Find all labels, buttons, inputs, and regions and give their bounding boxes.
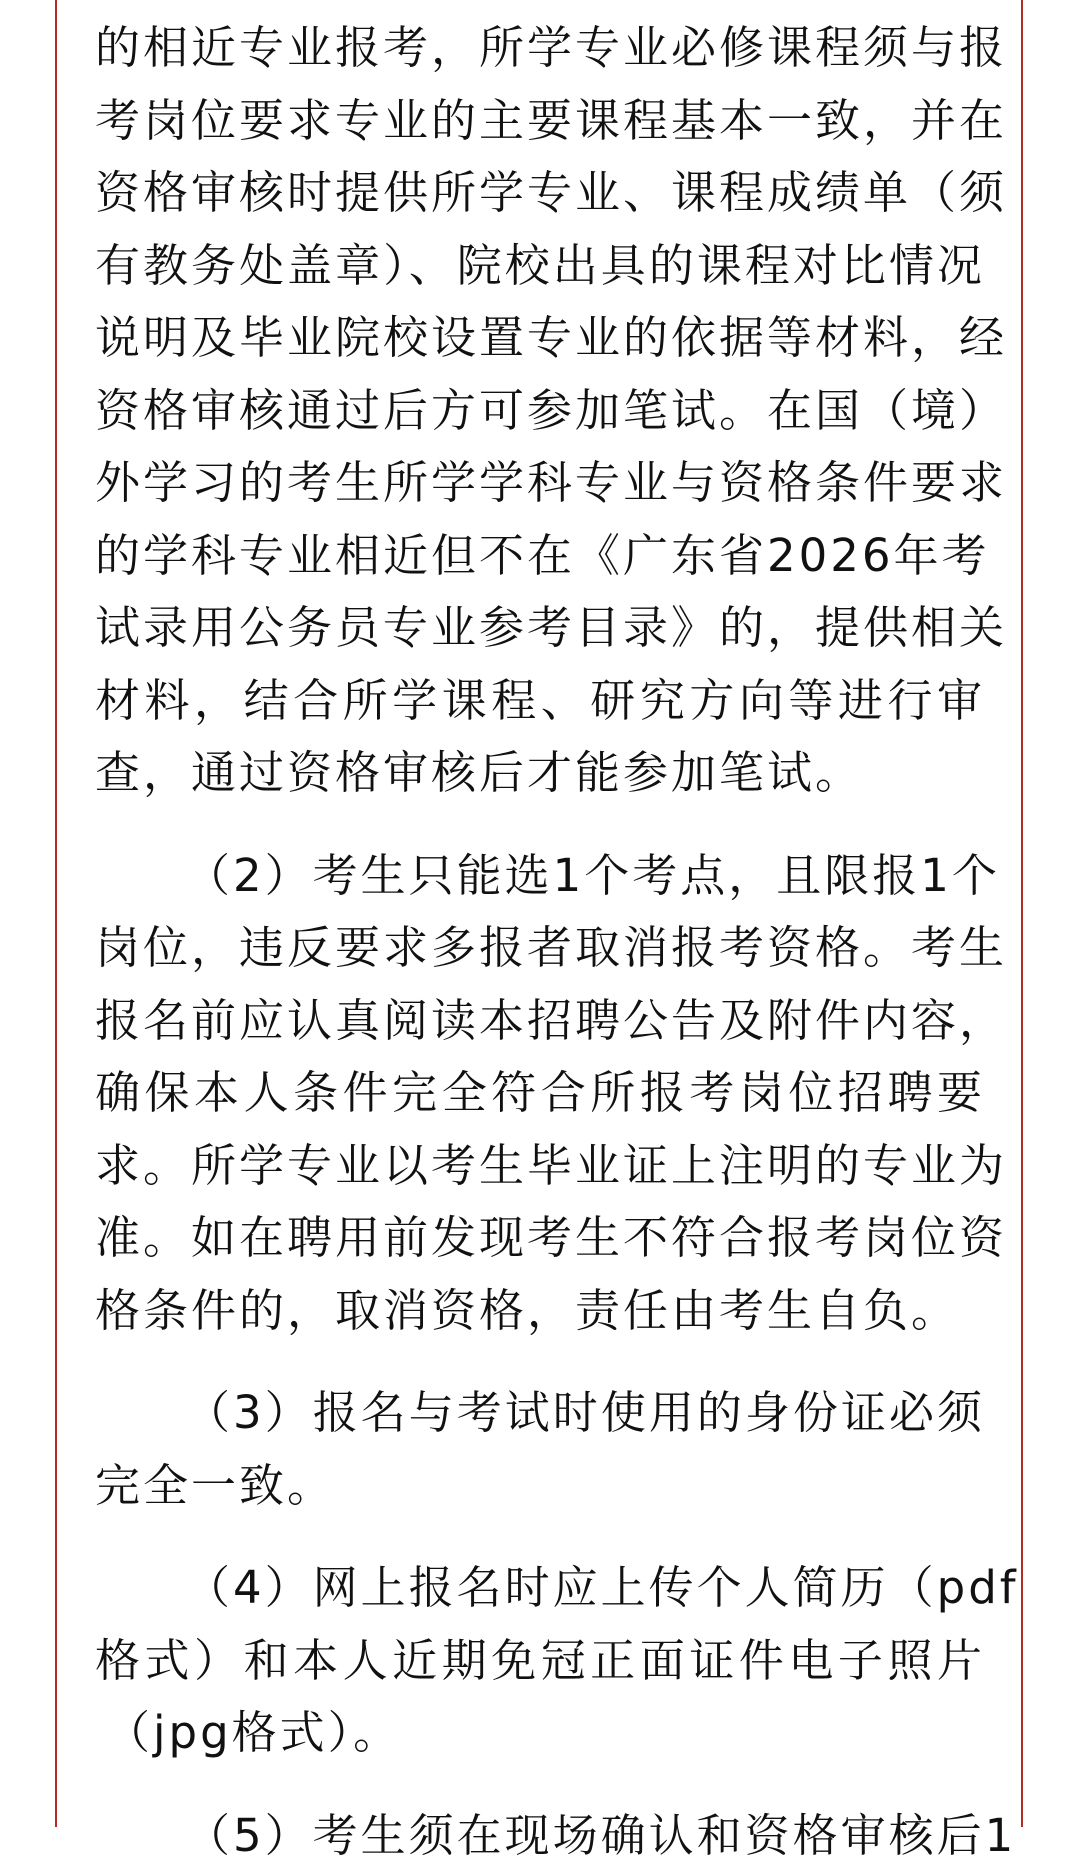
text-line: 资格审核通过后方可参加笔试。在国（境） xyxy=(95,375,985,448)
text-line: 资格审核时提供所学专业、课程成绩单（须 xyxy=(95,157,985,230)
text-line: 岗位，违反要求多报者取消报考资格。考生 xyxy=(95,912,985,985)
text-line: 格条件的，取消资格，责任由考生自负。 xyxy=(95,1275,985,1348)
paragraph-item-5 xyxy=(95,1800,985,1872)
text-line: （jpg格式）。 xyxy=(95,1697,985,1770)
text-line: 格式）和本人近期免冠正面证件电子照片 xyxy=(95,1625,985,1698)
paragraph-item-3 xyxy=(95,1377,985,1522)
paragraph-item-2 xyxy=(95,840,985,1348)
text-line: 的相近专业报考，所学专业必修课程须与报 xyxy=(95,12,985,85)
text-line: 考岗位要求专业的主要课程基本一致，并在 xyxy=(95,85,985,158)
text-line: 说明及毕业院校设置专业的依据等材料，经 xyxy=(95,302,985,375)
paragraph-item-4 xyxy=(95,1552,985,1770)
text-line: （3）报名与考试时使用的身份证必须 xyxy=(95,1377,985,1450)
text-line: 有教务处盖章）、院校出具的课程对比情况 xyxy=(95,230,985,303)
text-line: 外学习的考生所学学科专业与资格条件要求 xyxy=(95,447,985,520)
text-line: （4）网上报名时应上传个人简历（pdf xyxy=(95,1552,985,1625)
text-line: 材料，结合所学课程、研究方向等进行审 xyxy=(95,665,985,738)
text-line: 确保本人条件完全符合所报考岗位招聘要 xyxy=(95,1057,985,1130)
text-line: （5）考生须在现场确认和资格审核后1 xyxy=(95,1800,985,1872)
text-line: 的学科专业相近但不在《广东省2026年考 xyxy=(95,520,985,593)
paragraph-continuation xyxy=(95,12,985,810)
text-line: 求。所学专业以考生毕业证上注明的专业为 xyxy=(95,1130,985,1203)
text-line: 试录用公务员专业参考目录》的，提供相关 xyxy=(95,592,985,665)
text-line: 查，通过资格审核后才能参加笔试。 xyxy=(95,737,985,810)
text-line: 报名前应认真阅读本招聘公告及附件内容， xyxy=(95,985,985,1058)
text-line: 准。如在聘用前发现考生不符合报考岗位资 xyxy=(95,1202,985,1275)
text-line: （2）考生只能选1个考点，且限报1个 xyxy=(95,840,985,913)
document-body xyxy=(95,12,985,1872)
text-line: 完全一致。 xyxy=(95,1450,985,1523)
